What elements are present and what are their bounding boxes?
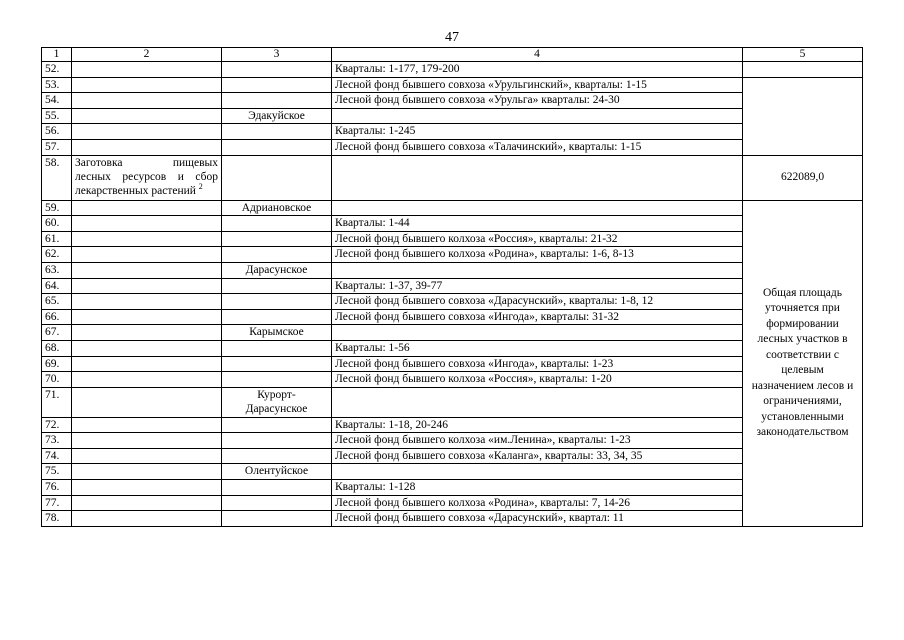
column-header: 2 (72, 48, 222, 62)
row-number: 52. (42, 62, 72, 78)
row-number: 57. (42, 139, 72, 155)
district-cell: Карымское (222, 325, 332, 341)
district-cell (222, 372, 332, 388)
activity-cell (72, 93, 222, 109)
quarters-cell: Кварталы: 1-18, 20-246 (332, 417, 743, 433)
quarters-cell: Лесной фонд бывшего совхоза «Талачинский», кварталы: 1-15 (332, 139, 743, 155)
quarters-cell: Лесной фонд бывшего совхоза «Ингода», кварталы: 31-32 (332, 309, 743, 325)
quarters-cell: Лесной фонд бывшего колхоза «Родина», кварталы: 7, 14-26 (332, 495, 743, 511)
area-note-line: законодательством (756, 426, 849, 439)
table-row (42, 340, 863, 356)
area-note-line: назначением лесов и (751, 379, 854, 392)
table-row (42, 247, 863, 263)
district-text-line: Курорт- (257, 388, 296, 401)
area-note-line: установленными (761, 410, 844, 423)
district-cell (222, 387, 332, 417)
activity-cell (72, 278, 222, 294)
quarters-cell: Лесной фонд бывшего колхоза «им.Ленина», кварталы: 1-23 (332, 433, 743, 449)
row-number: 64. (42, 278, 72, 294)
table-row (42, 278, 863, 294)
area-note-line: лесных участков в (757, 333, 848, 346)
row-number: 60. (42, 216, 72, 232)
district-cell (222, 139, 332, 155)
district-cell (222, 340, 332, 356)
table-row (42, 200, 863, 216)
row-number: 55. (42, 108, 72, 124)
quarters-cell: Лесной фонд бывшего колхоза «Родина», кварталы: 1-6, 8-13 (332, 247, 743, 263)
activity-cell (72, 139, 222, 155)
row-number: 74. (42, 448, 72, 464)
activity-cell (72, 495, 222, 511)
activity-cell (72, 387, 222, 417)
column-header: 5 (743, 48, 863, 62)
activity-cell (72, 480, 222, 496)
area-note-line: Общая площадь (763, 286, 842, 299)
row-number: 58. (42, 155, 72, 200)
district-cell (222, 77, 332, 93)
district-cell (222, 417, 332, 433)
row-number: 68. (42, 340, 72, 356)
district-cell (222, 309, 332, 325)
forest-plots-table (41, 47, 863, 527)
row-number: 75. (42, 464, 72, 480)
table-row (42, 495, 863, 511)
activity-cell (72, 124, 222, 140)
table-row (42, 231, 863, 247)
quarters-cell: Лесной фонд бывшего совхоза «Каланга», кварталы: 33, 34, 35 (332, 448, 743, 464)
district-cell: Олентуйское (222, 464, 332, 480)
activity-cell (72, 372, 222, 388)
table-row (42, 262, 863, 278)
district-cell (222, 511, 332, 527)
district-cell (222, 448, 332, 464)
row-number: 67. (42, 325, 72, 341)
table-row (42, 325, 863, 341)
row-number: 53. (42, 77, 72, 93)
row-number: 61. (42, 231, 72, 247)
activity-cell (72, 77, 222, 93)
district-cell (222, 93, 332, 109)
area-note-line: уточняется при (765, 302, 840, 315)
footnote-mark: 2 (198, 181, 203, 191)
quarters-cell: Лесной фонд бывшего совхоза «Урульгинский», кварталы: 1-15 (332, 77, 743, 93)
activity-text-line (75, 181, 218, 198)
quarters-cell (332, 325, 743, 341)
district-cell (222, 216, 332, 232)
area-cell (743, 62, 863, 78)
column-header: 1 (42, 48, 72, 62)
row-number: 71. (42, 387, 72, 417)
district-cell (222, 278, 332, 294)
row-number: 63. (42, 262, 72, 278)
district-cell (222, 62, 332, 78)
district-text-line: Дарасунское (245, 402, 308, 415)
table-row (42, 448, 863, 464)
quarters-cell (332, 387, 743, 417)
quarters-cell: Лесной фонд бывшего совхоза «Дарасунский», квартал: 11 (332, 511, 743, 527)
quarters-cell (332, 108, 743, 124)
table-row (42, 511, 863, 527)
table-row (42, 93, 863, 109)
quarters-cell: Кварталы: 1-44 (332, 216, 743, 232)
table-row (42, 309, 863, 325)
row-number: 73. (42, 433, 72, 449)
activity-cell (72, 340, 222, 356)
area-value-cell: 622089,0 (743, 155, 863, 200)
row-number: 70. (42, 372, 72, 388)
quarters-cell: Кварталы: 1-245 (332, 124, 743, 140)
activity-cell (72, 108, 222, 124)
area-note-line: формировании (766, 317, 839, 330)
row-number: 76. (42, 480, 72, 496)
quarters-cell: Кварталы: 1-37, 39-77 (332, 278, 743, 294)
table-row (42, 77, 863, 93)
activity-text-line: Заготовка пищевых (75, 156, 218, 169)
area-note-line: целевым (781, 364, 824, 377)
table-row (42, 372, 863, 388)
table-row (42, 356, 863, 372)
quarters-cell: Кварталы: 1-177, 179-200 (332, 62, 743, 78)
column-header: 3 (222, 48, 332, 62)
row-number: 78. (42, 511, 72, 527)
activity-cell (72, 309, 222, 325)
district-cell (222, 155, 332, 200)
quarters-cell: Лесной фонд бывшего совхоза «Дарасунский», кварталы: 1-8, 12 (332, 294, 743, 310)
district-cell (222, 231, 332, 247)
table-row (42, 480, 863, 496)
quarters-cell (332, 155, 743, 200)
activity-cell (72, 155, 222, 200)
header-row (42, 48, 863, 62)
activity-text: лекарственных растений (75, 184, 196, 197)
page-number: 47 (445, 30, 459, 45)
district-cell (222, 480, 332, 496)
activity-cell (72, 356, 222, 372)
row-number: 77. (42, 495, 72, 511)
quarters-cell: Кварталы: 1-56 (332, 340, 743, 356)
table-row (42, 294, 863, 310)
table-row (42, 155, 863, 200)
table-row (42, 433, 863, 449)
row-number: 54. (42, 93, 72, 109)
district-cell: Адриановское (222, 200, 332, 216)
column-header: 4 (332, 48, 743, 62)
quarters-cell (332, 200, 743, 216)
table-row (42, 139, 863, 155)
activity-cell (72, 464, 222, 480)
quarters-cell: Лесной фонд бывшего колхоза «Россия», кварталы: 21-32 (332, 231, 743, 247)
row-number: 56. (42, 124, 72, 140)
district-cell: Дарасунское (222, 262, 332, 278)
activity-cell (72, 216, 222, 232)
quarters-cell: Кварталы: 1-128 (332, 480, 743, 496)
table-row (42, 216, 863, 232)
activity-cell (72, 448, 222, 464)
activity-cell (72, 417, 222, 433)
activity-cell (72, 294, 222, 310)
quarters-cell: Лесной фонд бывшего совхоза «Ингода», кварталы: 1-23 (332, 356, 743, 372)
district-cell (222, 294, 332, 310)
quarters-cell (332, 464, 743, 480)
district-cell (222, 356, 332, 372)
activity-cell (72, 511, 222, 527)
activity-cell (72, 62, 222, 78)
area-cell (743, 77, 863, 155)
quarters-cell: Лесной фонд бывшего колхоза «Россия», кварталы: 1-20 (332, 372, 743, 388)
activity-cell (72, 247, 222, 263)
table-row (42, 417, 863, 433)
row-number: 66. (42, 309, 72, 325)
activity-cell (72, 433, 222, 449)
table-row (42, 464, 863, 480)
row-number: 65. (42, 294, 72, 310)
table-row (42, 62, 863, 78)
activity-cell (72, 231, 222, 247)
district-cell: Эдакуйское (222, 108, 332, 124)
area-note-cell (743, 200, 863, 526)
activity-text-line: лесных ресурсов и сбор (75, 170, 218, 183)
table-row (42, 124, 863, 140)
activity-cell (72, 325, 222, 341)
district-cell (222, 247, 332, 263)
district-cell (222, 124, 332, 140)
quarters-cell: Лесной фонд бывшего совхоза «Урульга» кварталы: 24-30 (332, 93, 743, 109)
district-cell (222, 495, 332, 511)
table-row (42, 108, 863, 124)
area-note-line: ограничениями, (763, 395, 842, 408)
row-number: 59. (42, 200, 72, 216)
row-number: 72. (42, 417, 72, 433)
row-number: 62. (42, 247, 72, 263)
activity-cell (72, 262, 222, 278)
table-row (42, 387, 863, 417)
area-note-line: соответствии с (766, 348, 839, 361)
row-number: 69. (42, 356, 72, 372)
activity-cell (72, 200, 222, 216)
district-cell (222, 433, 332, 449)
quarters-cell (332, 262, 743, 278)
